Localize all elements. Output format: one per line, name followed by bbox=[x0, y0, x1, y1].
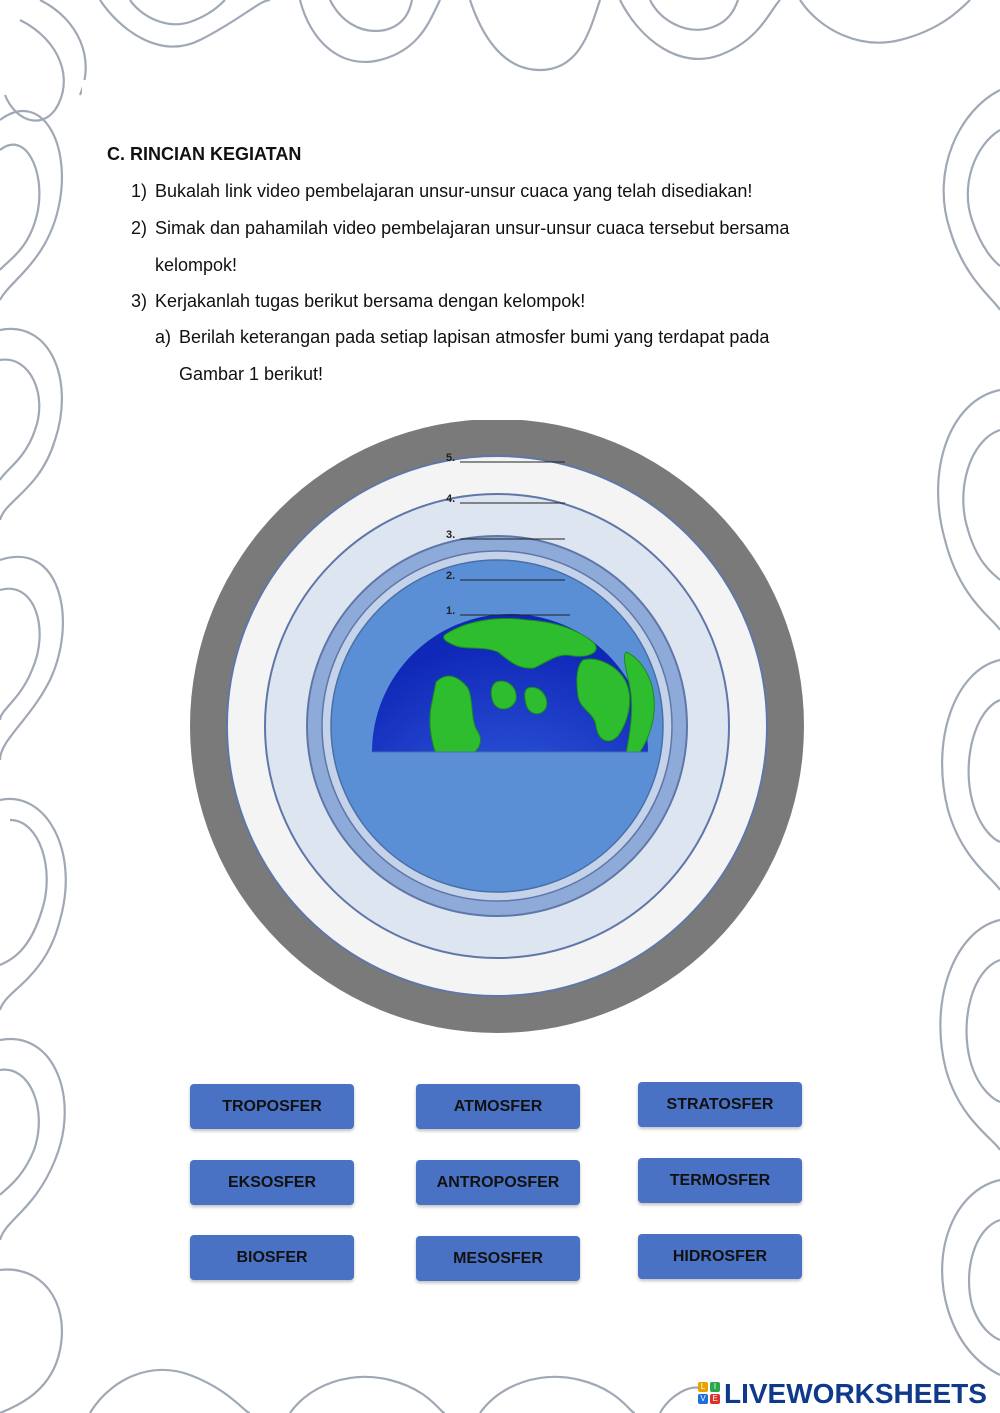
step-2-text-line-2: kelompok! bbox=[155, 255, 238, 275]
chip-atmosfer[interactable]: ATMOSFER bbox=[416, 1084, 580, 1129]
step-1-text: Bukalah link video pembelajaran unsur-unsur cuaca yang telah disediakan! bbox=[155, 181, 753, 201]
label-slot-1-number: 1. bbox=[446, 605, 456, 617]
label-slot-4-number: 4. bbox=[446, 493, 456, 505]
step-2-text-line-1: Simak dan pahamilah video pembelajaran unsur-unsur cuaca tersebut bersama bbox=[155, 218, 790, 238]
chip-hidrosfer[interactable]: HIDROSFER bbox=[638, 1234, 802, 1279]
atmosphere-layers-diagram bbox=[178, 420, 818, 1040]
chip-termosfer[interactable]: TERMOSFER bbox=[638, 1158, 802, 1203]
label-slot-2-number: 2. bbox=[446, 570, 456, 582]
substep-a-number: a) bbox=[155, 327, 172, 347]
substep-a-text-line-1: Berilah keterangan pada setiap lapisan atmosfer bumi yang terdapat pada bbox=[179, 327, 770, 347]
chip-troposfer[interactable]: TROPOSFER bbox=[190, 1084, 354, 1129]
logo-letter-i: I bbox=[710, 1382, 720, 1392]
label-slot-5-number: 5. bbox=[446, 452, 456, 464]
step-1-number: 1) bbox=[131, 181, 148, 201]
liveworksheets-brand[interactable] bbox=[698, 1378, 987, 1410]
step-2-number: 2) bbox=[131, 218, 148, 238]
step-3-text: Kerjakanlah tugas berikut bersama dengan kelompok! bbox=[155, 291, 586, 311]
chip-stratosfer[interactable]: STRATOSFER bbox=[638, 1082, 802, 1127]
liveworksheets-logo-icon bbox=[698, 1382, 722, 1406]
liveworksheets-wordmark: LIVEWORKSHEETS bbox=[724, 1378, 987, 1409]
label-slot-3-number: 3. bbox=[446, 529, 456, 541]
chip-biosfer[interactable]: BIOSFER bbox=[190, 1235, 354, 1280]
substep-a-text-line-2: Gambar 1 berikut! bbox=[179, 364, 324, 384]
step-3-number: 3) bbox=[131, 291, 148, 311]
chip-mesosfer[interactable]: MESOSFER bbox=[416, 1236, 580, 1281]
logo-letter-v: V bbox=[698, 1394, 708, 1404]
chip-eksosfer[interactable]: EKSOSFER bbox=[190, 1160, 354, 1205]
logo-letter-l: L bbox=[698, 1382, 708, 1392]
logo-letter-e: E bbox=[710, 1394, 720, 1404]
chip-antroposfer[interactable]: ANTROPOSFER bbox=[416, 1160, 580, 1205]
section-title: C. RINCIAN KEGIATAN bbox=[107, 144, 302, 164]
